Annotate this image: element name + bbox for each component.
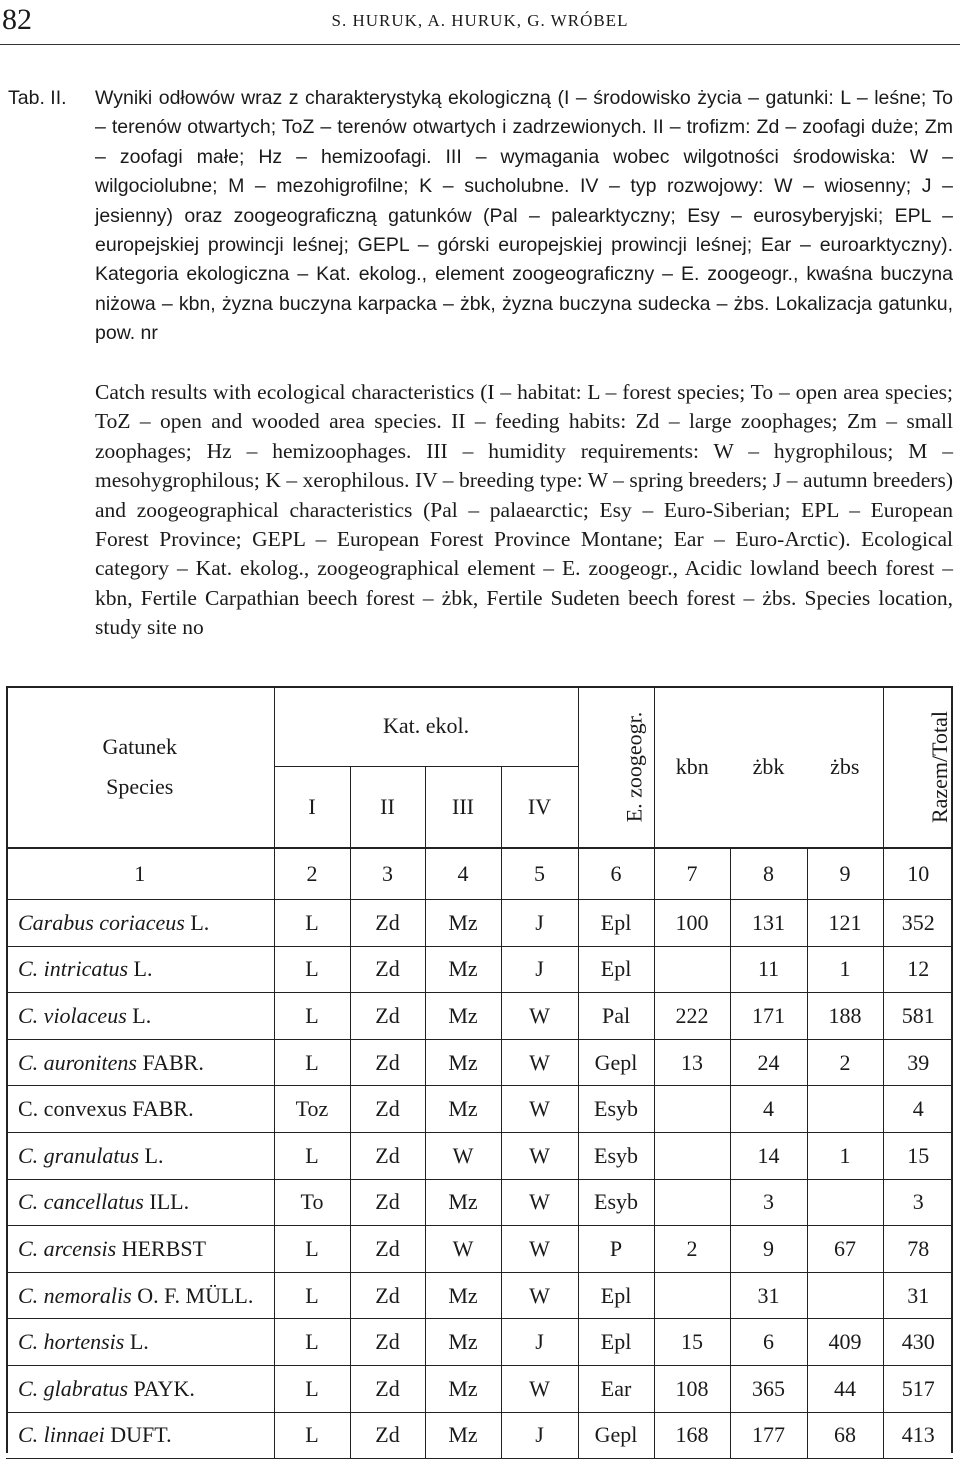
cat-III: Mz	[425, 900, 501, 947]
species-genus: C. granulatus	[18, 1142, 140, 1168]
cat-III: Mz	[425, 1179, 501, 1226]
count-zbs	[807, 1272, 883, 1319]
cat-I: To	[274, 1179, 350, 1226]
count-kbn: 100	[654, 900, 730, 947]
species-author: FABR.	[132, 1096, 194, 1122]
cat-IV: J	[501, 900, 578, 947]
count-zbk: 365	[730, 1365, 807, 1412]
zoogeographic-element: Epl	[578, 1272, 654, 1319]
species-author: L.	[132, 1002, 152, 1028]
count-zbk: 11	[730, 946, 807, 993]
count-total: 39	[883, 1039, 953, 1086]
table-caption-polish	[8, 84, 960, 349]
count-zbk: 131	[730, 900, 807, 947]
species-author: PAYK.	[133, 1375, 195, 1401]
species-author: FABR.	[142, 1049, 204, 1075]
species-genus: C. cancellatus	[18, 1189, 144, 1215]
species-author: DUFT.	[110, 1422, 172, 1448]
header-kbn: kbn	[654, 686, 730, 848]
cat-IV: J	[501, 1319, 578, 1366]
species-genus: C. hortensis	[18, 1329, 125, 1355]
species-name	[6, 1226, 274, 1273]
header-zbk: żbk	[730, 686, 807, 848]
species-name	[6, 1132, 274, 1179]
count-zbk: 177	[730, 1412, 807, 1459]
species-author: ILL.	[149, 1189, 190, 1215]
table-row	[6, 900, 953, 947]
header-zbs: żbs	[807, 686, 883, 848]
count-total: 31	[883, 1272, 953, 1319]
cat-IV: W	[501, 1132, 578, 1179]
page-header	[0, 2, 960, 42]
col-number: 9	[807, 848, 883, 900]
count-zbk: 3	[730, 1179, 807, 1226]
count-zbs	[807, 1179, 883, 1226]
table-row	[6, 1132, 953, 1179]
cat-III: Mz	[425, 1412, 501, 1459]
table-row	[6, 1365, 953, 1412]
cat-IV: W	[501, 1272, 578, 1319]
results-table	[6, 686, 953, 1459]
cat-IV: W	[501, 1365, 578, 1412]
cat-III: Mz	[425, 1086, 501, 1133]
cat-II: Zd	[350, 900, 425, 947]
cat-I: L	[274, 1365, 350, 1412]
cat-I: L	[274, 1272, 350, 1319]
table-row	[6, 1179, 953, 1226]
col-number: 2	[274, 848, 350, 900]
table-row	[6, 1039, 953, 1086]
count-zbs: 68	[807, 1412, 883, 1459]
col-number: 5	[501, 848, 578, 900]
cat-III: Mz	[425, 1039, 501, 1086]
col-number: 1	[6, 848, 274, 900]
species-name	[6, 946, 274, 993]
count-kbn: 13	[654, 1039, 730, 1086]
species-author: L.	[144, 1142, 164, 1168]
header-e-zoogeogr-text: E. zoogeogr.	[620, 711, 646, 822]
species-name	[6, 1179, 274, 1226]
count-total: 3	[883, 1179, 953, 1226]
header-total-text: Razem/Total	[926, 710, 952, 823]
count-kbn	[654, 1086, 730, 1133]
col-number: 3	[350, 848, 425, 900]
species-name	[6, 900, 274, 947]
count-total: 4	[883, 1086, 953, 1133]
count-zbk: 24	[730, 1039, 807, 1086]
zoogeographic-element: Gepl	[578, 1039, 654, 1086]
species-genus: C. arcensis	[18, 1235, 117, 1261]
page-number: 82	[2, 3, 32, 36]
running-head: S. HURUK, A. HURUK, G. WRÓBEL	[331, 11, 629, 30]
count-zbk: 9	[730, 1226, 807, 1273]
count-zbk: 4	[730, 1086, 807, 1133]
zoogeographic-element: Epl	[578, 946, 654, 993]
species-name	[6, 993, 274, 1040]
cat-I: L	[274, 1039, 350, 1086]
count-kbn	[654, 1179, 730, 1226]
count-zbs	[807, 1086, 883, 1133]
cat-III: Mz	[425, 1319, 501, 1366]
cat-IV: W	[501, 1226, 578, 1273]
cat-III: Mz	[425, 1365, 501, 1412]
species-author: O. F. MÜLL.	[137, 1282, 254, 1308]
count-kbn	[654, 1272, 730, 1319]
zoogeographic-element: Esyb	[578, 1132, 654, 1179]
table-label: Tab. II.	[8, 87, 67, 109]
species-name	[6, 1412, 274, 1459]
header-total	[883, 686, 953, 848]
cat-IV: W	[501, 1086, 578, 1133]
count-total: 352	[883, 900, 953, 947]
count-kbn: 15	[654, 1319, 730, 1366]
zoogeographic-element: P	[578, 1226, 654, 1273]
cat-IV: W	[501, 993, 578, 1040]
col-number: 8	[730, 848, 807, 900]
count-zbs: 1	[807, 946, 883, 993]
header-e-zoogeogr	[578, 686, 654, 848]
count-zbs: 2	[807, 1039, 883, 1086]
col-number: 4	[425, 848, 501, 900]
species-author: HERBST	[121, 1235, 207, 1261]
header-col-I: I	[274, 767, 350, 849]
table-row	[6, 1226, 953, 1273]
zoogeographic-element: Epl	[578, 900, 654, 947]
zoogeographic-element: Gepl	[578, 1412, 654, 1459]
count-total: 413	[883, 1412, 953, 1459]
species-genus: C. auronitens	[18, 1049, 137, 1075]
species-author: L.	[190, 909, 210, 935]
cat-I: L	[274, 1319, 350, 1366]
species-name	[6, 1039, 274, 1086]
count-total: 581	[883, 993, 953, 1040]
col-number: 10	[883, 848, 953, 900]
table-row	[6, 1086, 953, 1133]
species-genus: C. nemoralis	[18, 1282, 132, 1308]
table-row	[6, 946, 953, 993]
count-total: 12	[883, 946, 953, 993]
count-zbs: 409	[807, 1319, 883, 1366]
species-genus: C. violaceus	[18, 1002, 127, 1028]
cat-I: L	[274, 993, 350, 1040]
header-rule	[0, 44, 960, 45]
cat-IV: J	[501, 946, 578, 993]
count-total: 517	[883, 1365, 953, 1412]
species-name	[6, 1272, 274, 1319]
cat-II: Zd	[350, 1365, 425, 1412]
cat-IV: J	[501, 1412, 578, 1459]
cat-II: Zd	[350, 1086, 425, 1133]
header-species	[6, 686, 274, 848]
count-total: 78	[883, 1226, 953, 1273]
caption-polish-text: Wyniki odłowów wraz z charakterystyką ekologiczną (I – środowisko życia – gatunki: L – leśne; To – terenów otwartych; ToZ – terenów otwartych i zadrzewionych. II – trofizm: Zd – zoofagi duże; Zm – zoofagi małe; Hz – hemizoofagi. III – wymagania wobec wilgotności środowiska: W – wilgociolubne; M – mezohigrofilne; K – sucholubne. IV – typ rozwojowy: W – wiosenny; J – jesienny) oraz zoogeograficzną gatunków (Pal – palearktyczny; Esy – eurosyberyjski; EPL – europejskiej prowincji leśnej; GEPL – górski europejskiej prowincji leśnej; Ear – euroarktyczny). Kategoria ekologiczna – Kat. ekolog., element zoogeograficzny – E. zoogeogr., kwaśna buczyna niżowa – kbn, żyzna buczyna karpacka – żbk, żyzna buczyna sudecka – żbs. Lokalizacja gatunku, pow. nr	[95, 87, 953, 345]
species-genus: C. glabratus	[18, 1375, 129, 1401]
table-caption-english: Catch results with ecological characteristics (I – habitat: L – forest species; To – open area species; ToZ – open and wooded area species. II – feeding habits: Zd – large zoophages; Zm – small zoophages; Hz – hemizoophages. III – humidity requirements: W – hygrophilous; M – mesohygrophilous; K – xerophilous. IV – breeding type: W – spring breeders; J – autumn breeders) and zoogeographical characteristics (Pal – palaearctic; Esy – Euro-Siberian; EPL – European Forest Province; GEPL – European Forest Province Montane; Ear – Euro-Arctic). Ecological category – Kat. ekolog., zoogeographical element – E. zoogeogr., Acidic lowland beech forest – kbn, Fertile Carpathian beech forest – żbk, Fertile Sudeten beech forest – żbs. Species location, study site no	[95, 380, 953, 640]
species-author: L.	[129, 1329, 149, 1355]
count-zbk: 14	[730, 1132, 807, 1179]
cat-I: L	[274, 1226, 350, 1273]
species-author: L.	[133, 956, 153, 982]
cat-III: Mz	[425, 1272, 501, 1319]
header-species-en: Species	[106, 773, 174, 799]
count-zbs: 67	[807, 1226, 883, 1273]
cat-II: Zd	[350, 1319, 425, 1366]
species-name	[6, 1319, 274, 1366]
cat-II: Zd	[350, 1412, 425, 1459]
count-kbn	[654, 1132, 730, 1179]
cat-II: Zd	[350, 1272, 425, 1319]
cat-IV: W	[501, 1179, 578, 1226]
zoogeographic-element: Pal	[578, 993, 654, 1040]
cat-III: Mz	[425, 993, 501, 1040]
table-row	[6, 1272, 953, 1319]
header-species-pl: Gatunek	[102, 733, 178, 759]
cat-III: W	[425, 1132, 501, 1179]
count-zbs: 121	[807, 900, 883, 947]
header-col-IV: IV	[501, 767, 578, 849]
count-kbn: 222	[654, 993, 730, 1040]
cat-II: Zd	[350, 993, 425, 1040]
cat-II: Zd	[350, 1226, 425, 1273]
count-zbk: 171	[730, 993, 807, 1040]
zoogeographic-element: Esyb	[578, 1179, 654, 1226]
count-zbs: 44	[807, 1365, 883, 1412]
count-zbs: 1	[807, 1132, 883, 1179]
cat-II: Zd	[350, 1132, 425, 1179]
cat-II: Zd	[350, 1179, 425, 1226]
species-genus: C. intricatus	[18, 956, 129, 982]
species-genus: Carabus coriaceus	[18, 909, 185, 935]
species-name	[6, 1086, 274, 1133]
table-row	[6, 1412, 953, 1459]
count-zbk: 31	[730, 1272, 807, 1319]
zoogeographic-element: Ear	[578, 1365, 654, 1412]
cat-II: Zd	[350, 1039, 425, 1086]
count-kbn: 168	[654, 1412, 730, 1459]
zoogeographic-element: Epl	[578, 1319, 654, 1366]
count-zbs: 188	[807, 993, 883, 1040]
species-genus: C. linnaei	[18, 1422, 105, 1448]
count-kbn	[654, 946, 730, 993]
table-row	[6, 993, 953, 1040]
cat-I: L	[274, 1132, 350, 1179]
header-kat-ekol: Kat. ekol.	[274, 686, 578, 767]
cat-I: Toz	[274, 1086, 350, 1133]
zoogeographic-element: Esyb	[578, 1086, 654, 1133]
col-number: 7	[654, 848, 730, 900]
cat-II: Zd	[350, 946, 425, 993]
cat-III: Mz	[425, 946, 501, 993]
column-number-row	[6, 848, 953, 900]
header-col-III: III	[425, 767, 501, 849]
header-col-II: II	[350, 767, 425, 849]
col-number: 6	[578, 848, 654, 900]
count-total: 430	[883, 1319, 953, 1366]
count-kbn: 108	[654, 1365, 730, 1412]
count-zbk: 6	[730, 1319, 807, 1366]
cat-I: L	[274, 1412, 350, 1459]
count-kbn: 2	[654, 1226, 730, 1273]
cat-I: L	[274, 946, 350, 993]
cat-IV: W	[501, 1039, 578, 1086]
table-row	[6, 1319, 953, 1366]
species-genus: C. convexus	[18, 1096, 127, 1122]
cat-III: W	[425, 1226, 501, 1273]
species-name	[6, 1365, 274, 1412]
count-total: 15	[883, 1132, 953, 1179]
cat-I: L	[274, 900, 350, 947]
